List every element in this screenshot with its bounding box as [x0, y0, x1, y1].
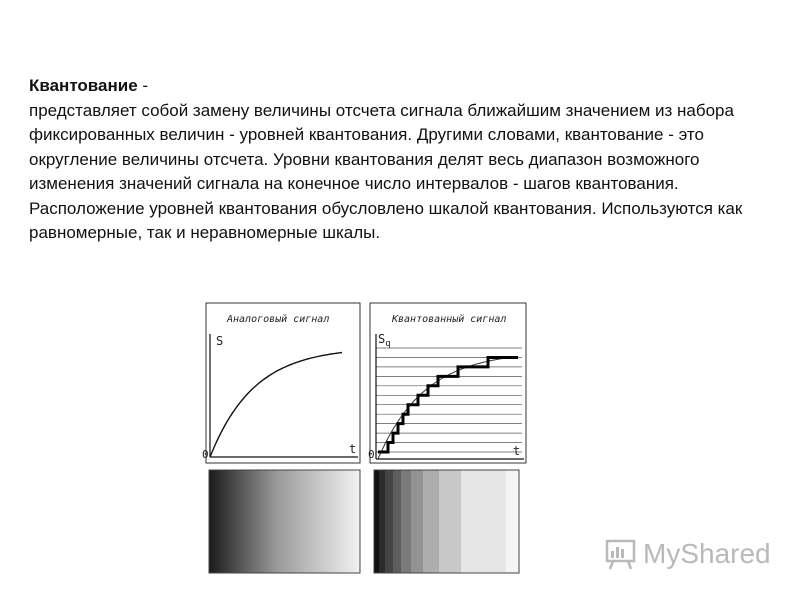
- slide-text: [29, 74, 779, 246]
- analog-y-label: S: [216, 334, 224, 348]
- quantized-band: [461, 470, 506, 573]
- quantized-band: [411, 470, 423, 573]
- quantized-band: [401, 470, 411, 573]
- watermark-text: MyShared: [643, 538, 771, 569]
- presentation-board-icon: [604, 537, 640, 571]
- quantized-x-label: t: [513, 444, 521, 458]
- analog-signal-panel: [202, 303, 360, 463]
- term-heading: Квантование: [29, 76, 138, 95]
- analog-x-label: t: [349, 442, 357, 456]
- quantized-origin-label: 0: [368, 448, 375, 461]
- quantized-gradient-strip: [374, 470, 519, 573]
- quantized-band: [393, 470, 401, 573]
- quantized-band: [423, 470, 439, 573]
- quantization-figure: [200, 302, 536, 574]
- quantized-y-label-sub: q: [385, 339, 391, 349]
- definition-paragraph: представляет собой замену величины отсчета сигнала ближайшим значением из набора фиксированных величин - уровней квантования. Другими словами, квантование - это округление величины отсчета. Уровни квантования делят весь диапазон возможного изменения значений сигнала на конечное число интервалов - шагов квантования. Расположение уровней квантования обусловлено шкалой квантования. Используются как равномерные, так и неравномерные шкалы.: [29, 100, 743, 242]
- term-dash: -: [137, 76, 149, 95]
- quantization-figure-svg: [200, 302, 536, 574]
- title-line: [29, 74, 779, 99]
- quantized-caption: Квантованный сигнал: [392, 314, 507, 325]
- quantized-band: [379, 470, 385, 573]
- analog-caption: Аналоговый сигнал: [227, 314, 330, 325]
- quantized-band: [506, 470, 519, 573]
- analog-gradient-strip: [209, 470, 360, 573]
- quantized-band: [374, 470, 379, 573]
- analog-panel-frame: [206, 303, 360, 463]
- analog-origin-label: 0: [202, 448, 209, 461]
- quantized-band: [439, 470, 461, 573]
- watermark: [604, 536, 774, 572]
- quantized-signal-panel: [368, 303, 526, 463]
- quantized-band: [385, 470, 393, 573]
- quantized-y-label-main: S: [378, 332, 386, 346]
